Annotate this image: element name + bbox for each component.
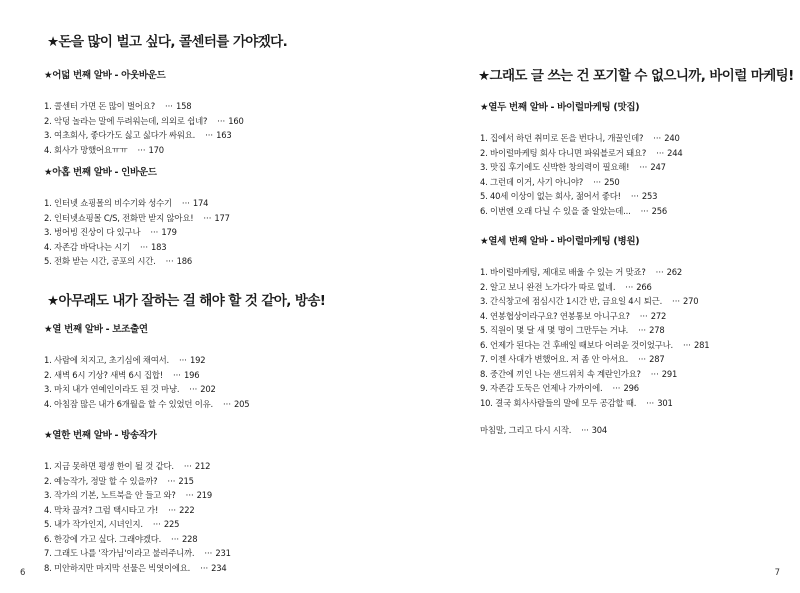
section-extra bbox=[44, 321, 249, 411]
toc-item bbox=[44, 532, 231, 547]
toc-list bbox=[44, 196, 230, 269]
section-inbound bbox=[44, 164, 230, 269]
toc-page-number: 281 bbox=[693, 339, 710, 350]
toc-item-text: 4. 회사가 망했어요ㅠㅠ bbox=[44, 144, 128, 155]
leader-dots: ··· bbox=[164, 101, 173, 111]
toc-item bbox=[480, 381, 709, 396]
toc-item-text: 2. 인터넷쇼핑몰 C/S, 전화만 받지 않아요! bbox=[44, 212, 194, 223]
toc-page-number: 253 bbox=[641, 191, 658, 201]
right-page bbox=[400, 0, 800, 593]
toc-item bbox=[44, 196, 230, 211]
toc-item-text: 10. 결국 회사사람들의 말에 모두 공감할 때. bbox=[480, 397, 637, 408]
toc-item bbox=[480, 265, 709, 280]
leader-dots: ··· bbox=[625, 281, 634, 292]
leader-dots: ··· bbox=[653, 133, 662, 143]
toc-page-number: 215 bbox=[178, 475, 194, 486]
leader-dots: ··· bbox=[655, 267, 664, 277]
toc-item bbox=[44, 128, 244, 143]
toc-item-text: 4. 아침잠 많은 내가 6개월을 할 수 있었던 이유. bbox=[44, 398, 214, 409]
section-title: ★열 번째 알바 - 보조출연 bbox=[44, 324, 148, 335]
toc-item-text: 3. 벙어빙 진상이 다 있구나 bbox=[44, 227, 141, 237]
toc-page-number: 291 bbox=[661, 368, 678, 379]
toc-item bbox=[480, 204, 683, 219]
toc-item bbox=[480, 309, 709, 324]
toc-item bbox=[480, 131, 683, 146]
toc-item-text: 1. 콜센터 가면 돈 많이 벌어요? bbox=[44, 101, 155, 111]
leader-dots: ··· bbox=[152, 519, 161, 529]
leader-dots: ··· bbox=[223, 398, 232, 409]
toc-item bbox=[44, 114, 244, 129]
leader-dots: ··· bbox=[189, 384, 198, 394]
leader-dots: ··· bbox=[638, 325, 647, 335]
section-viral-restaurant bbox=[480, 99, 683, 218]
toc-item bbox=[44, 99, 244, 114]
toc-item-text: 마침말, 그리고 다시 시작. bbox=[480, 425, 572, 435]
leader-dots: ··· bbox=[204, 548, 213, 558]
leader-dots: ··· bbox=[650, 368, 659, 379]
section-viral-hospital bbox=[480, 233, 709, 410]
leader-dots: ··· bbox=[682, 339, 691, 350]
toc-item bbox=[480, 294, 709, 309]
leader-dots: ··· bbox=[593, 176, 602, 187]
leader-dots: ··· bbox=[185, 490, 194, 500]
toc-page-number: 287 bbox=[649, 354, 665, 364]
toc-list bbox=[480, 131, 683, 218]
leader-dots: ··· bbox=[217, 115, 226, 126]
toc-item-text: 5. 내가 작가인지, 시녀인지. bbox=[44, 519, 143, 529]
leader-dots: ··· bbox=[612, 383, 621, 393]
leader-dots: ··· bbox=[630, 191, 639, 201]
toc-page-number: 205 bbox=[234, 398, 250, 409]
leader-dots: ··· bbox=[150, 227, 159, 237]
toc-item bbox=[480, 396, 709, 411]
part-title-broadcast: ★아무래도 내가 잘하는 걸 해야 할 것 같아, 방송! bbox=[47, 293, 326, 309]
part-title-callcenter: ★돈을 많이 벌고 싶다, 콜센터를 가야겠다. bbox=[47, 34, 288, 50]
toc-page-number: 219 bbox=[196, 490, 213, 500]
toc-item bbox=[480, 189, 683, 204]
toc-item-text: 9. 자존감 도둑은 언제나 가까이에. bbox=[480, 383, 603, 393]
toc-item bbox=[44, 397, 249, 412]
toc-page-number: 183 bbox=[151, 241, 167, 252]
toc-page-number: 231 bbox=[215, 548, 231, 558]
toc-item-text: 2. 악덩 놀라는 말에 두려워는데, 의외로 쉽네? bbox=[44, 115, 208, 126]
toc-item bbox=[44, 143, 244, 158]
toc-item bbox=[44, 368, 249, 383]
leader-dots: ··· bbox=[672, 296, 681, 306]
leader-dots: ··· bbox=[638, 354, 647, 364]
toc-item-text: 2. 예능작가, 정말 할 수 있을까? bbox=[44, 475, 158, 486]
toc-item-text: 1. 지금 못하면 평생 한이 될 것 같다. bbox=[44, 461, 174, 471]
toc-item-text: 3. 간식창고에 점심시간 1시간 반, 금요일 4시 퇴근. bbox=[480, 296, 663, 306]
toc-page-number: 266 bbox=[636, 281, 652, 292]
toc-item-text: 6. 언제가 된다는 건 후배일 때보다 어려운 것이었구나. bbox=[480, 339, 673, 350]
toc-page-number: 158 bbox=[175, 101, 192, 111]
toc-item-text: 5. 직원이 몇 달 새 몇 명이 그만두는 거냐. bbox=[480, 325, 629, 335]
toc-page-number: 163 bbox=[216, 130, 232, 140]
toc-item-text: 2. 새벽 6시 기상? 새벽 6시 집합! bbox=[44, 369, 163, 380]
section-outbound bbox=[44, 67, 244, 157]
section-writer bbox=[44, 427, 231, 575]
toc-item bbox=[480, 323, 709, 338]
toc-item-text: 1. 사람에 치지고, 초기심에 채여서. bbox=[44, 355, 169, 365]
leader-dots: ··· bbox=[205, 130, 214, 140]
toc-item bbox=[44, 382, 249, 397]
toc-page-number: 179 bbox=[161, 227, 177, 237]
leader-dots: ··· bbox=[137, 144, 146, 155]
leader-dots: ··· bbox=[167, 475, 176, 486]
toc-page-number: 278 bbox=[649, 325, 665, 335]
leader-dots: ··· bbox=[203, 212, 212, 223]
toc-page-number: 160 bbox=[228, 115, 244, 126]
toc-item-text: 8. 미안하지만 마지막 선물은 빅엿이에요. bbox=[44, 562, 191, 573]
section-title: ★열세 번째 알바 - 바이럴마케팅 (병원) bbox=[480, 236, 640, 247]
page-number-left: 6 bbox=[20, 568, 26, 578]
toc-item-text: 6. 한강에 가고 싶다. 그래야겠다. bbox=[44, 533, 162, 544]
toc-list bbox=[44, 353, 249, 411]
toc-page-number: 240 bbox=[664, 133, 680, 143]
leader-dots: ··· bbox=[581, 425, 589, 435]
toc-page-number: 301 bbox=[657, 397, 673, 408]
toc-list bbox=[44, 99, 244, 157]
toc-page-number: 192 bbox=[189, 355, 206, 365]
toc-page-number: 250 bbox=[604, 176, 620, 187]
toc-item bbox=[480, 352, 709, 367]
toc-item-text: 2. 바이럴마케팅 회사 다니면 파워블로거 돼요? bbox=[480, 147, 647, 158]
toc-item bbox=[480, 146, 683, 161]
leader-dots: ··· bbox=[200, 562, 209, 573]
toc-item-text: 5. 전화 받는 시간, 공포의 시간. bbox=[44, 256, 156, 266]
toc-page-number: 222 bbox=[179, 504, 195, 515]
section-title: ★어덟 번째 알바 - 아웃바운드 bbox=[44, 70, 166, 81]
leader-dots: ··· bbox=[183, 461, 192, 471]
toc-item bbox=[44, 254, 230, 269]
toc-item-text: 7. 그래도 나를 '작가님'이라고 불러주니까. bbox=[44, 548, 195, 558]
toc-item bbox=[44, 503, 231, 518]
toc-item bbox=[480, 160, 683, 175]
toc-list bbox=[480, 265, 709, 410]
toc-page-number: 234 bbox=[211, 562, 227, 573]
toc-item bbox=[44, 459, 231, 474]
toc-item-text: 4. 자존감 바닥나는 시기 bbox=[44, 241, 130, 252]
leader-dots: ··· bbox=[640, 205, 649, 216]
toc-item bbox=[44, 517, 231, 532]
leader-dots: ··· bbox=[171, 533, 180, 544]
toc-item-text: 3. 작가의 기본, 노트북을 안 들고 와? bbox=[44, 490, 176, 500]
toc-page-number: 212 bbox=[194, 461, 211, 471]
section-title: ★열한 번째 알바 - 방송작가 bbox=[44, 430, 157, 441]
toc-item bbox=[44, 240, 230, 255]
toc-epilogue bbox=[480, 424, 607, 436]
page-number-right: 7 bbox=[774, 568, 780, 578]
toc-item bbox=[480, 175, 683, 190]
leader-dots: ··· bbox=[165, 256, 174, 266]
toc-item bbox=[44, 474, 231, 489]
toc-page-number: 225 bbox=[163, 519, 180, 529]
toc-item bbox=[480, 367, 709, 382]
toc-item-text: 1. 집에서 하던 취미로 돈을 번다니, 개꿀인데? bbox=[480, 133, 644, 143]
leader-dots: ··· bbox=[639, 310, 648, 321]
toc-item bbox=[480, 280, 709, 295]
toc-page-number: 177 bbox=[214, 212, 230, 223]
toc-item-text: 5. 40세 이상이 없는 회사, 젊어서 좋다! bbox=[480, 191, 621, 201]
leader-dots: ··· bbox=[172, 369, 181, 380]
section-title: ★열두 번째 알바 - 바이럴마케팅 (맛집) bbox=[480, 102, 640, 113]
toc-page-number: 247 bbox=[650, 162, 666, 172]
toc-item-text: 8. 중간에 끼인 나는 샌드위치 속 계란인가요? bbox=[480, 368, 641, 379]
toc-page-number: 296 bbox=[623, 383, 639, 393]
toc-page-number: 304 bbox=[591, 425, 607, 435]
toc-item-text: 2. 알고 보니 완전 노가다가 따로 없네. bbox=[480, 281, 616, 292]
toc-page-number: 244 bbox=[667, 147, 683, 158]
leader-dots: ··· bbox=[168, 504, 177, 515]
toc-item-text: 4. 연봉협상이라구요? 연봉통보 아니구요? bbox=[480, 310, 630, 321]
toc-item bbox=[44, 488, 231, 503]
toc-page-number: 272 bbox=[650, 310, 667, 321]
toc-item-text: 4. 막차 끊겨? 그럼 택시타고 가! bbox=[44, 504, 159, 515]
toc-item bbox=[44, 211, 230, 226]
toc-item bbox=[44, 546, 231, 561]
toc-item-text: 1. 인터넷 쇼핑몰의 비수기와 성수기 bbox=[44, 198, 172, 208]
toc-list bbox=[44, 459, 231, 575]
toc-item-text: 3. 맛집 후기에도 신박한 창의력이 필요해! bbox=[480, 162, 630, 172]
toc-page-number: 196 bbox=[183, 369, 200, 380]
leader-dots: ··· bbox=[639, 162, 648, 172]
toc-item bbox=[44, 225, 230, 240]
toc-item-text: 3. 마치 내가 연예인이라도 된 것 마냥. bbox=[44, 384, 180, 394]
toc-page-number: 174 bbox=[192, 198, 209, 208]
leader-dots: ··· bbox=[178, 355, 187, 365]
leader-dots: ··· bbox=[656, 147, 665, 158]
leader-dots: ··· bbox=[140, 241, 148, 252]
toc-page-number: 262 bbox=[666, 267, 683, 277]
part-title-viral: ★그래도 글 쓰는 건 포기할 수 없으니까, 바이럴 마케팅! bbox=[478, 68, 794, 84]
section-title: ★아홉 번째 알바 - 인바운드 bbox=[44, 167, 157, 178]
toc-page-number: 228 bbox=[182, 533, 198, 544]
toc-page-number: 256 bbox=[651, 205, 667, 216]
toc-page-number: 270 bbox=[683, 296, 699, 306]
toc-item-text: 4. 그런데 이거, 사기 아니야? bbox=[480, 176, 584, 187]
toc-page-number: 202 bbox=[200, 384, 216, 394]
toc-item-text: 3. 여초회사, 좋다가도 싫고 싫다가 싸워요. bbox=[44, 130, 196, 140]
leader-dots: ··· bbox=[646, 397, 655, 408]
toc-item bbox=[44, 561, 231, 576]
toc-item-text: 1. 바이럴마케팅, 제대로 배울 수 있는 거 맞죠? bbox=[480, 267, 646, 277]
toc-item-text: 6. 이번엔 오래 다닐 수 있을 줄 알았는데... bbox=[480, 205, 631, 216]
toc-page-number: 186 bbox=[176, 256, 193, 266]
leader-dots: ··· bbox=[181, 198, 190, 208]
toc-item bbox=[480, 338, 709, 353]
toc-item bbox=[44, 353, 249, 368]
toc-item-text: 7. 이젠 사대가 변했어요. 저 좀 안 아셔요. bbox=[480, 354, 629, 364]
toc-page-number: 170 bbox=[148, 144, 164, 155]
